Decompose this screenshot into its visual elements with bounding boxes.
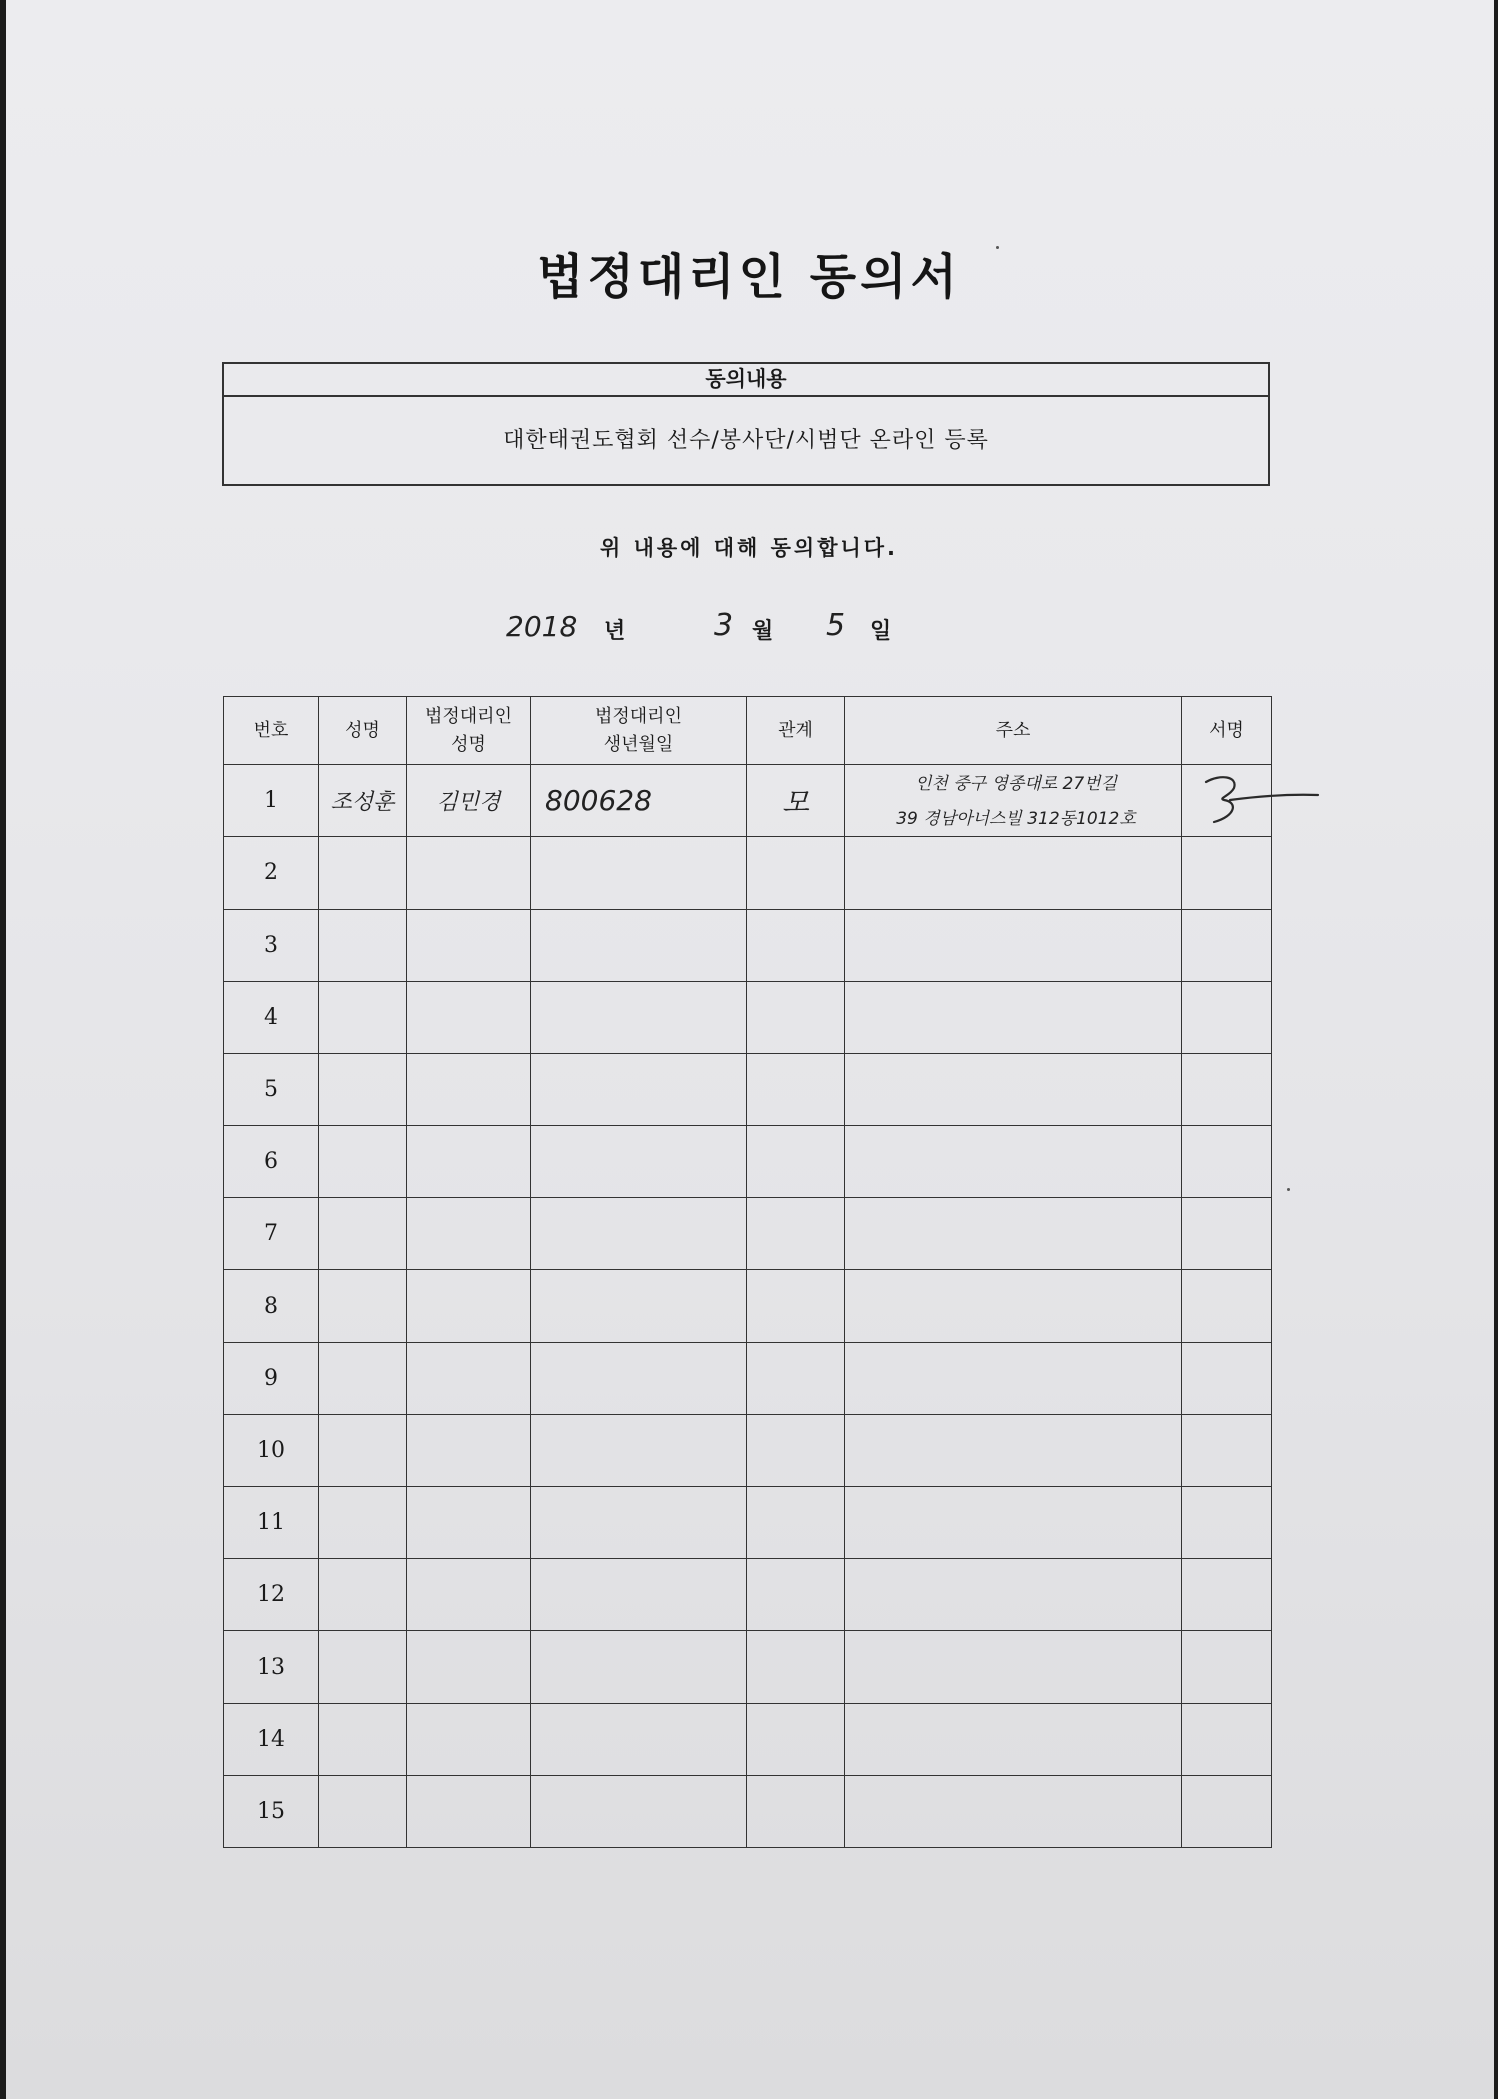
table-row xyxy=(224,1414,1272,1486)
table-row xyxy=(224,1487,1272,1559)
row-number: 13 xyxy=(224,1631,319,1703)
row-number: 5 xyxy=(224,1053,319,1125)
table-header-row xyxy=(224,697,1272,765)
row-number: 14 xyxy=(224,1703,319,1775)
registration-table xyxy=(223,696,1272,1848)
agreement-statement: 위 내용에 대해 동의합니다. xyxy=(599,536,899,560)
date-month: 3 xyxy=(714,608,734,643)
row-relation: 모 xyxy=(747,765,845,837)
table-row xyxy=(224,765,1272,837)
row-number: 4 xyxy=(224,981,319,1053)
consent-header: 동의내용 xyxy=(224,364,1268,397)
paper-speck xyxy=(1287,1188,1290,1191)
table-row xyxy=(224,1703,1272,1775)
row-guardian-birth: 800628 xyxy=(531,765,747,837)
header-guardian-name: 법정대리인 성명 xyxy=(407,697,531,765)
table-row xyxy=(224,1631,1272,1703)
table-row xyxy=(224,1270,1272,1342)
table-row xyxy=(224,1053,1272,1125)
table-row xyxy=(224,1342,1272,1414)
row-number: 9 xyxy=(224,1342,319,1414)
table-row xyxy=(224,909,1272,981)
row-number: 1 xyxy=(224,765,319,837)
date-line xyxy=(500,610,1000,650)
header-address: 주소 xyxy=(845,697,1182,765)
header-signature: 서명 xyxy=(1182,697,1272,765)
row-address: 인천 중구 영종대로 27번길 39 경남아너스빌 312동1012호 xyxy=(845,765,1182,837)
row-number: 8 xyxy=(224,1270,319,1342)
date-year: 2018 xyxy=(506,610,578,643)
header-guardian-birth: 법정대리인 생년월일 xyxy=(531,697,747,765)
row-number: 3 xyxy=(224,909,319,981)
row-number: 15 xyxy=(224,1775,319,1847)
row-number: 6 xyxy=(224,1126,319,1198)
date-day-unit: 일 xyxy=(870,619,892,644)
date-day: 5 xyxy=(826,608,846,643)
handwritten-signature xyxy=(1200,770,1320,830)
table-row xyxy=(224,1198,1272,1270)
date-year-unit: 년 xyxy=(604,619,626,644)
document-title: 법정대리인 동의서 xyxy=(537,249,961,305)
row-number: 12 xyxy=(224,1559,319,1631)
row-name: 조성훈 xyxy=(319,765,407,837)
row-number: 11 xyxy=(224,1487,319,1559)
consent-box xyxy=(222,362,1270,486)
date-month-unit: 월 xyxy=(752,619,774,644)
row-number: 7 xyxy=(224,1198,319,1270)
header-relation: 관계 xyxy=(747,697,845,765)
table-row xyxy=(224,837,1272,909)
table-row xyxy=(224,1559,1272,1631)
header-no: 번호 xyxy=(224,697,319,765)
row-guardian-name: 김민경 xyxy=(407,765,531,837)
row-number: 10 xyxy=(224,1414,319,1486)
table-row xyxy=(224,981,1272,1053)
table-row xyxy=(224,1775,1272,1847)
row-number: 2 xyxy=(224,837,319,909)
header-name: 성명 xyxy=(319,697,407,765)
consent-text: 대한태권도협회 선수/봉사단/시범단 온라인 등록 xyxy=(503,428,989,453)
table-row xyxy=(224,1126,1272,1198)
